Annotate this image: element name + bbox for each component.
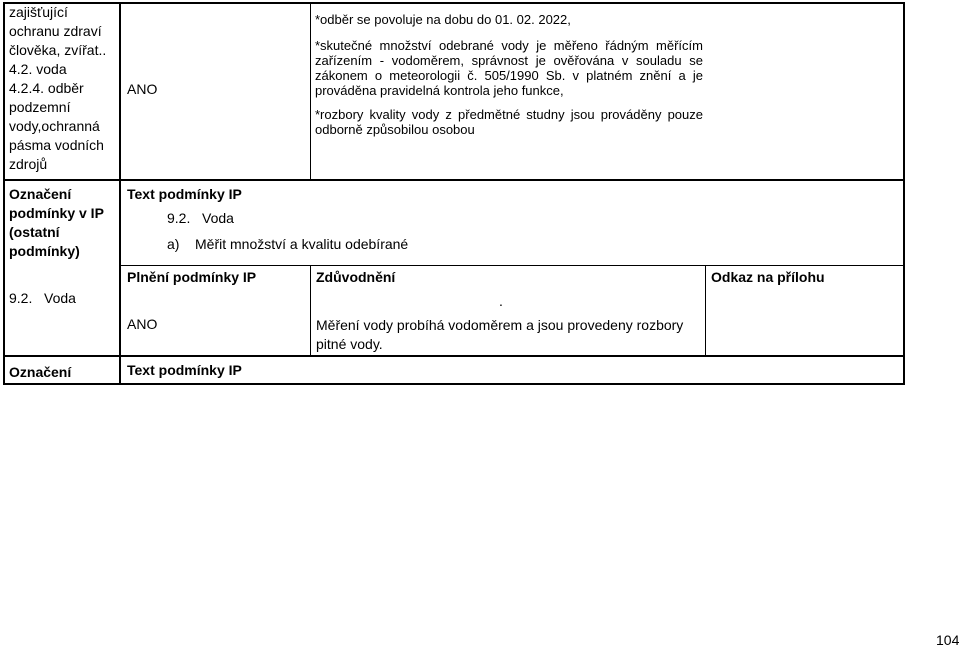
- section2-left-code: 9.2. Voda: [9, 290, 76, 306]
- col-fulfil-header: Plnění podmínky IP: [127, 269, 257, 285]
- page-number: 104: [936, 632, 960, 648]
- table-border-left: [3, 2, 5, 385]
- left-line: člověka, zvířat..: [9, 42, 107, 58]
- section2-text-header: Text podmínky IP: [127, 186, 242, 202]
- table-border-bottom: [3, 383, 905, 385]
- table-border-right: [903, 2, 905, 385]
- divider-notes-column: [310, 2, 311, 180]
- note-validity: *odběr se povoluje na dobu do 01. 02. 2022,: [315, 12, 571, 27]
- left-line: (ostatní: [9, 224, 60, 240]
- left-line: podmínky v IP: [9, 205, 104, 221]
- fulfil-value: ANO: [127, 316, 158, 332]
- left-line: ochranu zdraví: [9, 23, 102, 39]
- left-line: zajišťující: [9, 4, 68, 20]
- left-line: pásma vodních: [9, 137, 104, 153]
- left-line: podmínky): [9, 243, 80, 259]
- section1-value: ANO: [127, 81, 158, 97]
- left-line: zdrojů: [9, 156, 48, 172]
- reason-text: Měření vody probíhá vodoměrem a jsou provedeny rozbory pitné vody.: [316, 317, 684, 352]
- note-analysis: *rozbory kvality vody z předmětné studny jsou prováděny pouze odborně způsobilou osobou: [315, 107, 703, 137]
- left-line: Označení: [9, 186, 72, 202]
- col-reason-header: Zdůvodnění: [316, 269, 396, 285]
- section2-item: a) Měřit množství a kvalitu odebírané: [167, 236, 409, 252]
- left-line: 4.2. voda: [9, 61, 67, 77]
- divider-reason-column: [310, 265, 311, 356]
- section2-sub-code: 9.2. Voda: [167, 210, 234, 226]
- section1-left-label: [9, 3, 117, 174]
- col-ref-header: Odkaz na přílohu: [711, 269, 825, 285]
- left-line: podzemní: [9, 99, 71, 115]
- reason-dot: .: [499, 293, 503, 309]
- section2-left-label: [9, 185, 117, 261]
- divider-left-column: [119, 2, 121, 385]
- section3-text-header: Text podmínky IP: [127, 362, 242, 378]
- table-border-top: [3, 2, 905, 4]
- section3-left-label: Označení: [9, 364, 72, 380]
- divider-row-1: [3, 179, 905, 181]
- divider-ref-column: [705, 265, 706, 356]
- left-line: 4.2.4. odběr: [9, 80, 84, 96]
- divider-row-2: [119, 265, 905, 266]
- left-line: vody,ochranná: [9, 118, 100, 134]
- divider-row-3: [3, 355, 905, 357]
- note-metering: *skutečné množství odebrané vody je měřeno řádným měřícím zařízením - vodoměrem, správnost je ověřována v souladu se zákonem o meteorologii č. 505/1990 Sb. v platném znění a je prováděna pravidelná kontrola jeho funkce,: [315, 38, 703, 98]
